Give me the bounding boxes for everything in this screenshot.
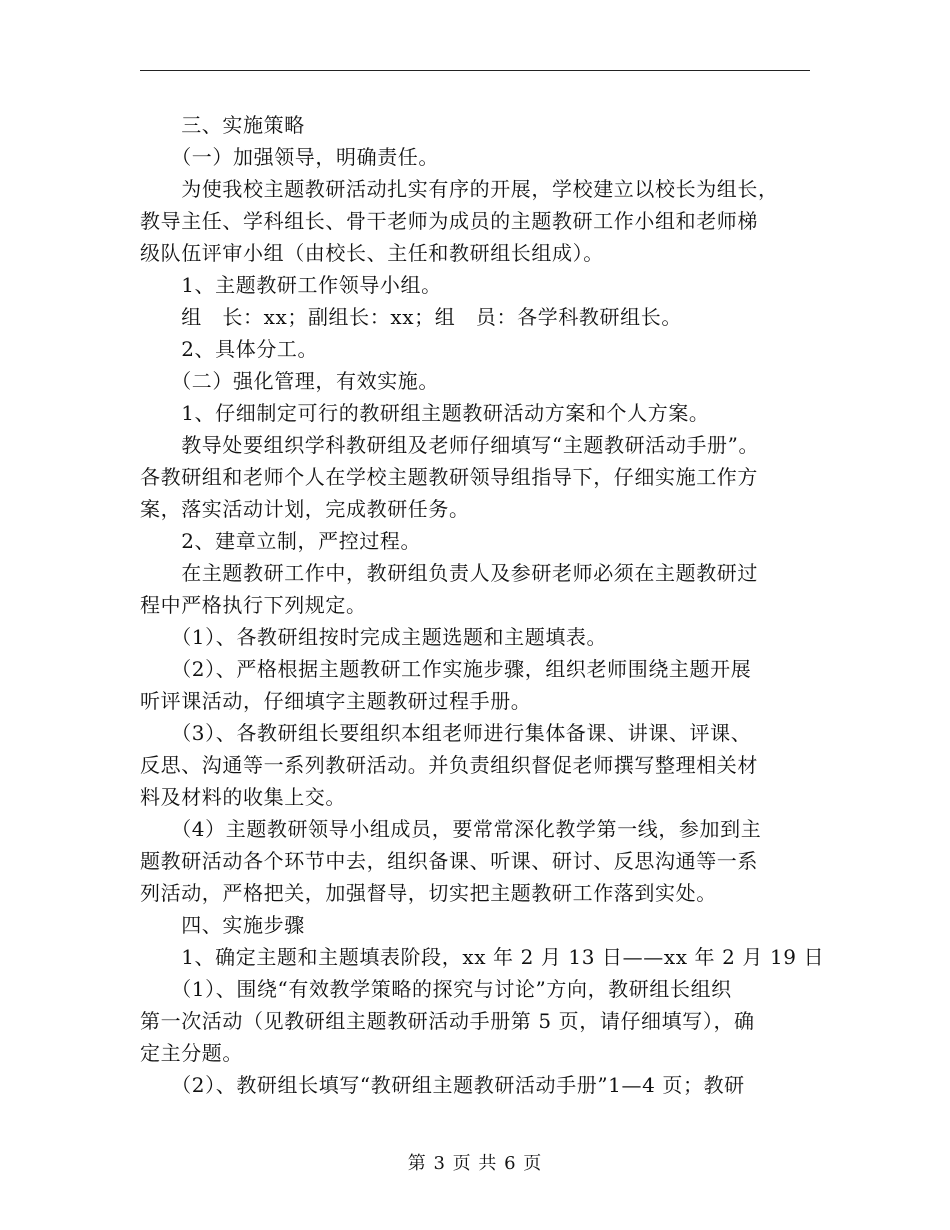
- header-rule: [140, 70, 810, 71]
- text-line: 级队伍评审小组（由校长、主任和教研组长组成）。: [140, 241, 604, 265]
- text-line: 程中严格执行下列规定。: [140, 593, 367, 617]
- text-line: 1、确定主题和主题填表阶段，xx 年 2 月 13 日——xx 年 2 月 19 日: [140, 945, 825, 969]
- text-line: 2、建章立制，严控过程。: [140, 529, 422, 553]
- text-line: （1）、围绕“有效教学策略的探究与讨论”方向，教研组长组织: [140, 977, 732, 1001]
- text-line: （2）、严格根据主题教研工作实施步骤，组织老师围绕主题开展: [140, 657, 752, 681]
- text-line: （3）、各教研组长要组织本组老师进行集体备课、讲课、评课、: [140, 721, 752, 745]
- text-line: 四、实施步骤: [140, 913, 305, 937]
- text-line: 定主分题。: [140, 1041, 243, 1065]
- text-line: （4）主题教研领导小组成员，要常常深化教学第一线，参加到主: [140, 817, 762, 841]
- text-line: （二）强化管理，有效实施。: [140, 369, 439, 393]
- page-number-footer: 第 3 页 共 6 页: [407, 1153, 543, 1174]
- text-line: 反思、沟通等一系列教研活动。并负责组织督促老师撰写整理相关材: [140, 753, 758, 777]
- text-line: 1、主题教研工作领导小组。: [140, 273, 442, 297]
- text-line: （2）、教研组长填写“教研组主题教研活动手册”1—4 页；教研: [140, 1073, 745, 1097]
- text-line: 教导处要组织学科教研组及老师仔细填写“主题教研活动手册”。: [140, 433, 760, 457]
- text-line: 三、实施策略: [140, 113, 305, 137]
- text-line: 听评课活动，仔细填字主题教研过程手册。: [140, 689, 532, 713]
- document-body: [140, 109, 825, 1101]
- text-line: 组 长：xx；副组长：xx；组 员：各学科教研组长。: [140, 305, 682, 329]
- text-line: 列活动，严格把关，加强督导，切实把主题教研工作落到实处。: [140, 881, 717, 905]
- text-line: （一）加强领导，明确责任。: [140, 145, 439, 169]
- text-line: 教导主任、学科组长、骨干老师为成员的主题教研工作小组和老师梯: [140, 209, 758, 233]
- text-line: 在主题教研工作中，教研组负责人及参研老师必须在主题教研过: [140, 561, 758, 585]
- text-line: 为使我校主题教研活动扎实有序的开展，学校建立以校长为组长，: [140, 177, 779, 201]
- text-line: 各教研组和老师个人在学校主题教研领导组指导下，仔细实施工作方: [140, 465, 758, 489]
- text-line: （1）、各教研组按时完成主题选题和主题填表。: [140, 625, 608, 649]
- text-line: 2、具体分工。: [140, 337, 319, 361]
- text-line: 题教研活动各个环节中去，组织备课、听课、研讨、反思沟通等一系: [140, 849, 758, 873]
- text-line: 1、仔细制定可行的教研组主题教研活动方案和个人方案。: [140, 401, 710, 425]
- text-line: 案，落实活动计划，完成教研任务。: [140, 497, 470, 521]
- text-line: 料及材料的收集上交。: [140, 785, 346, 809]
- text-line: 第一次活动（见教研组主题教研活动手册第 5 页，请仔细填写），确: [140, 1009, 755, 1033]
